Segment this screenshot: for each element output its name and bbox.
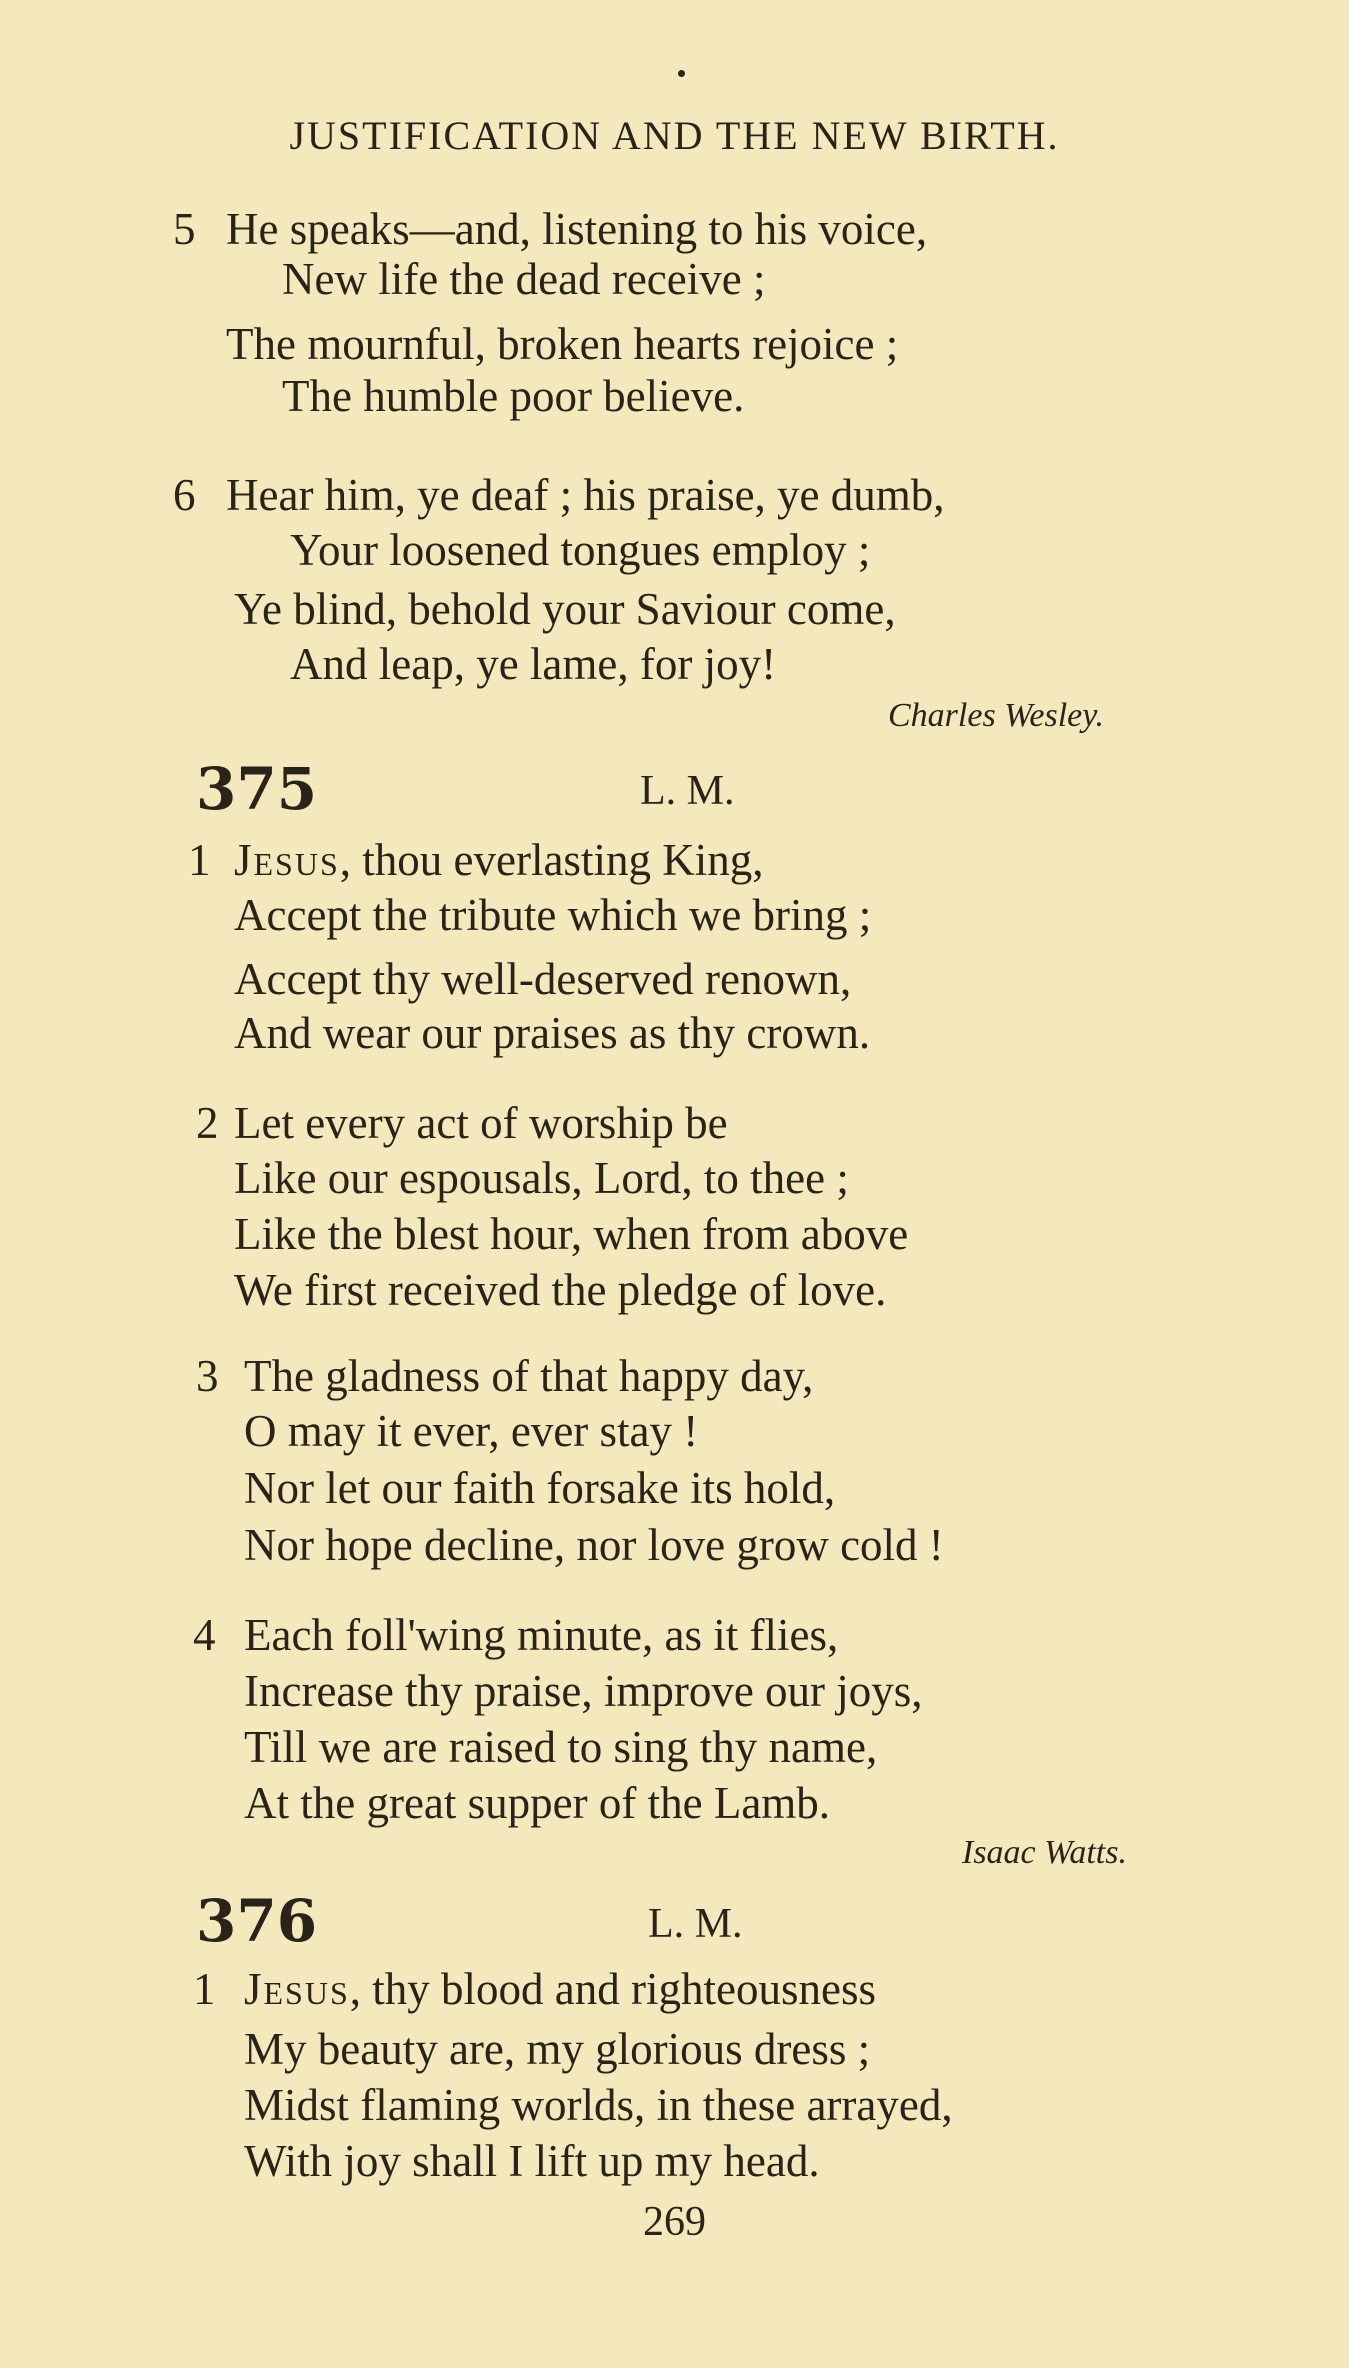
verse-line: Like the blest hour, when from above bbox=[234, 1209, 909, 1259]
verse-line: Nor let our faith forsake its hold, bbox=[244, 1463, 836, 1513]
verse-line: Your loosened tongues employ ; bbox=[290, 525, 871, 575]
verse-line: And leap, ye lame, for joy! bbox=[290, 639, 777, 689]
hymn-meter: L. M. bbox=[640, 768, 735, 814]
top-dot bbox=[678, 70, 685, 77]
verse-line bbox=[244, 1964, 876, 2014]
verse-line: O may it ever, ever stay ! bbox=[244, 1406, 699, 1456]
verse-line: Midst flaming worlds, in these arrayed, bbox=[244, 2080, 953, 2130]
verse-line: Till we are raised to sing thy name, bbox=[244, 1722, 878, 1772]
verse-line: The mournful, broken hearts rejoice ; bbox=[226, 319, 899, 369]
verse-line: Ye blind, behold your Saviour come, bbox=[234, 584, 896, 634]
hymn-number: 375 bbox=[196, 755, 318, 823]
page-number: 269 bbox=[643, 2199, 706, 2245]
verse-line bbox=[234, 835, 764, 885]
verse-line: We first received the pledge of love. bbox=[234, 1265, 887, 1315]
verse-number: 3 bbox=[196, 1351, 219, 1401]
running-header: JUSTIFICATION AND THE NEW BIRTH. bbox=[289, 113, 1060, 158]
verse-line: He speaks—and, listening to his voice, bbox=[226, 204, 928, 254]
verse-line: And wear our praises as thy crown. bbox=[234, 1008, 871, 1058]
hymn-number: 376 bbox=[196, 1887, 318, 1955]
author-attribution: Charles Wesley. bbox=[888, 697, 1104, 734]
verse-line: Increase thy praise, improve our joys, bbox=[244, 1666, 923, 1716]
verse-line: At the great supper of the Lamb. bbox=[244, 1778, 831, 1828]
verse-number: 1 bbox=[188, 835, 211, 885]
verse-line: The humble poor believe. bbox=[282, 371, 745, 421]
verse-number: 5 bbox=[173, 204, 196, 254]
verse-line: The gladness of that happy day, bbox=[244, 1351, 814, 1401]
verse-number: 1 bbox=[193, 1964, 216, 2014]
verse-number: 2 bbox=[196, 1098, 219, 1148]
verse-line: Nor hope decline, nor love grow cold ! bbox=[244, 1520, 944, 1570]
verse-line: Accept thy well-deserved renown, bbox=[234, 954, 852, 1004]
verse-line: With joy shall I lift up my head. bbox=[244, 2136, 820, 2186]
verse-line-rest: , thou everlasting King, bbox=[339, 835, 764, 885]
hymn-meter: L. M. bbox=[648, 1901, 743, 1947]
verse-line: Let every act of worship be bbox=[234, 1098, 728, 1148]
first-word-small-caps: Jesus bbox=[244, 1964, 350, 2014]
verse-number: 6 bbox=[173, 470, 196, 520]
author-attribution: Isaac Watts. bbox=[962, 1834, 1127, 1871]
verse-line: Accept the tribute which we bring ; bbox=[234, 890, 872, 940]
first-word-small-caps: Jesus bbox=[234, 835, 340, 885]
verse-number: 4 bbox=[193, 1610, 216, 1660]
verse-line: Like our espousals, Lord, to thee ; bbox=[234, 1153, 849, 1203]
verse-line: My beauty are, my glorious dress ; bbox=[244, 2024, 871, 2074]
verse-line: Hear him, ye deaf ; his praise, ye dumb, bbox=[226, 470, 945, 520]
verse-line-rest: , thy blood and righteousness bbox=[349, 1964, 876, 2014]
verse-line: Each foll'wing minute, as it flies, bbox=[244, 1610, 839, 1660]
verse-line: New life the dead receive ; bbox=[282, 254, 766, 304]
